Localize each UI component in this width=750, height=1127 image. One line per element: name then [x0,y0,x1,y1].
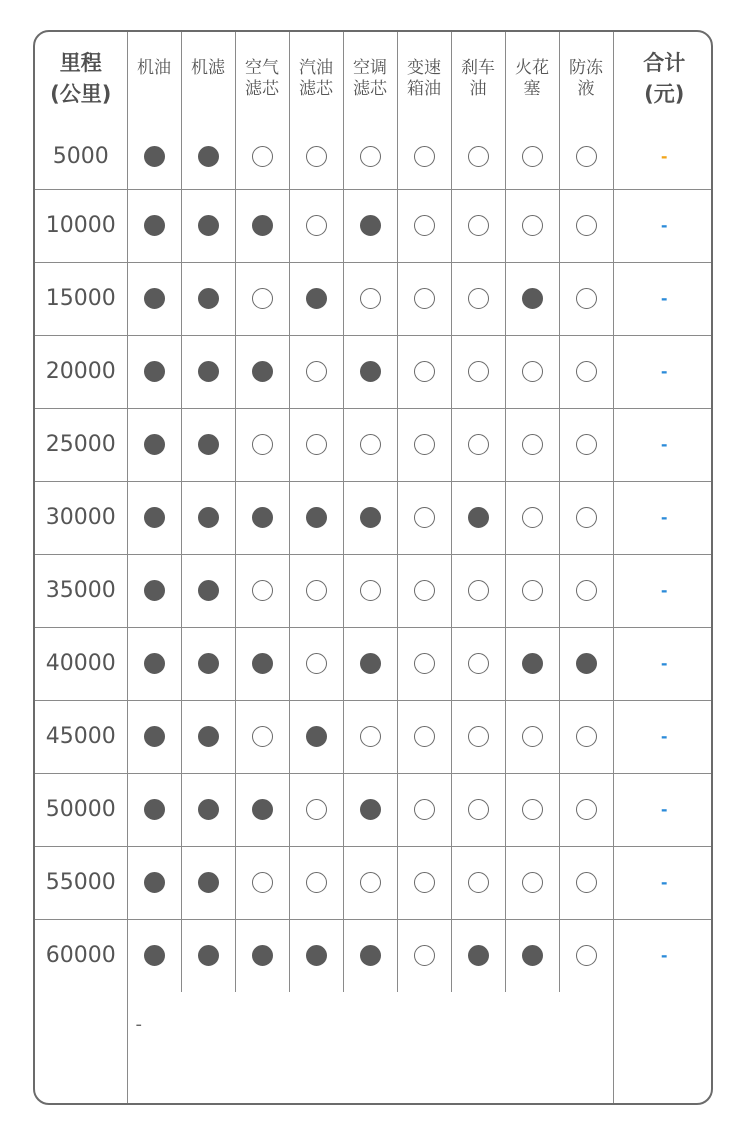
total-cell: - [613,335,713,408]
filled-circle-icon [522,653,543,674]
item-cell [397,554,451,627]
item-cell [505,700,559,773]
filled-circle-icon [144,146,165,167]
maintenance-schedule-table [35,32,713,1105]
schedule-row [35,700,713,773]
empty-circle-icon [522,434,543,455]
item-cell [559,189,613,262]
filled-circle-icon [144,799,165,820]
filled-circle-icon [198,507,219,528]
item-cell [451,335,505,408]
empty-circle-icon [468,726,489,747]
empty-circle-icon [414,653,435,674]
empty-circle-icon [468,434,489,455]
total-cell: - [613,408,713,481]
item-cell [127,335,181,408]
item-cell [235,700,289,773]
filled-circle-icon [144,580,165,601]
empty-circle-icon [360,872,381,893]
filled-circle-icon [252,507,273,528]
item-cell [343,846,397,919]
item-cell [397,335,451,408]
item-cell [181,554,235,627]
empty-circle-icon [252,872,273,893]
header-item-line [182,79,235,100]
empty-circle-icon [414,361,435,382]
header-item-line: 机滤 [191,57,225,78]
header-item-line: 汽油 [299,57,333,78]
header-mileage-line: 里程 [59,50,102,75]
header-item-brake-fluid [451,32,505,125]
filled-circle-icon [144,653,165,674]
item-cell [127,554,181,627]
item-cell [559,773,613,846]
item-cell [235,627,289,700]
header-item-fuel-filter [289,32,343,125]
empty-circle-icon [576,215,597,236]
empty-circle-icon [306,434,327,455]
filled-circle-icon [360,945,381,966]
item-cell [127,773,181,846]
item-cell [559,554,613,627]
item-cell [127,408,181,481]
schedule-row [35,335,713,408]
item-cell [235,408,289,481]
mileage-cell: 20000 [35,335,127,408]
item-cell [343,627,397,700]
empty-circle-icon [468,288,489,309]
item-cell [559,700,613,773]
empty-circle-icon [576,361,597,382]
empty-circle-icon [522,361,543,382]
item-cell [289,846,343,919]
item-cell [289,919,343,992]
item-cell [343,554,397,627]
filled-circle-icon [252,799,273,820]
item-cell [181,919,235,992]
item-cell [235,773,289,846]
empty-circle-icon [306,872,327,893]
schedule-row [35,189,713,262]
filled-circle-icon [144,945,165,966]
item-cell [505,335,559,408]
item-cell [289,189,343,262]
empty-circle-icon [306,215,327,236]
item-cell [181,189,235,262]
filled-circle-icon [198,361,219,382]
empty-circle-icon [468,872,489,893]
header-item-line: 火花 [515,57,549,78]
item-cell [505,773,559,846]
item-cell [505,919,559,992]
item-cell [505,408,559,481]
item-cell [451,919,505,992]
header-item-line: 刹车 [461,57,495,78]
empty-circle-icon [522,580,543,601]
mileage-cell: 35000 [35,554,127,627]
header-item-oil-filter [181,32,235,125]
item-cell [235,919,289,992]
empty-circle-icon [414,288,435,309]
maintenance-schedule-card [33,30,713,1105]
item-cell [559,125,613,189]
empty-circle-icon [522,215,543,236]
empty-circle-icon [306,653,327,674]
item-cell [289,481,343,554]
item-cell [127,481,181,554]
schedule-row [35,846,713,919]
item-cell [505,554,559,627]
empty-circle-icon [522,146,543,167]
total-cell: - [613,846,713,919]
empty-circle-icon [468,580,489,601]
filled-circle-icon [198,653,219,674]
filled-circle-icon [306,726,327,747]
header-item-coolant [559,32,613,125]
item-cell [397,846,451,919]
item-cell [397,700,451,773]
item-cell [181,481,235,554]
header-total-line: 合计 [643,50,686,75]
item-cell [451,700,505,773]
item-cell [181,335,235,408]
item-cell [343,189,397,262]
empty-circle-icon [576,872,597,893]
empty-circle-icon [306,799,327,820]
filled-circle-icon [306,288,327,309]
item-cell [235,554,289,627]
empty-circle-icon [468,146,489,167]
total-cell: - [613,773,713,846]
item-cell [397,919,451,992]
footer-note: - [127,992,613,1105]
schedule-row [35,919,713,992]
empty-circle-icon [414,146,435,167]
item-cell [343,408,397,481]
filled-circle-icon [198,580,219,601]
mileage-cell: 50000 [35,773,127,846]
item-cell [451,846,505,919]
item-cell [559,335,613,408]
schedule-row [35,627,713,700]
header-row [35,32,713,125]
filled-circle-icon [468,945,489,966]
item-cell [235,335,289,408]
empty-circle-icon [252,288,273,309]
header-item-line: 滤芯 [353,78,387,99]
empty-circle-icon [360,288,381,309]
item-cell [505,481,559,554]
empty-circle-icon [252,146,273,167]
empty-circle-icon [414,580,435,601]
item-cell [289,262,343,335]
header-item-air-filter [235,32,289,125]
filled-circle-icon [144,288,165,309]
item-cell [451,481,505,554]
schedule-row [35,554,713,627]
filled-circle-icon [522,945,543,966]
mileage-cell: 30000 [35,481,127,554]
total-cell: - [613,700,713,773]
filled-circle-icon [198,434,219,455]
header-item-ac-filter [343,32,397,125]
item-cell [451,627,505,700]
empty-circle-icon [360,726,381,747]
empty-circle-icon [522,799,543,820]
footer-blank-cell [35,992,127,1105]
item-cell [235,846,289,919]
empty-circle-icon [360,434,381,455]
empty-circle-icon [576,580,597,601]
item-cell [127,125,181,189]
item-cell [289,408,343,481]
filled-circle-icon [468,507,489,528]
schedule-row [35,262,713,335]
header-item-line: 变速 [407,57,441,78]
item-cell [343,773,397,846]
header-item-line: 空调 [353,57,387,78]
item-cell [127,919,181,992]
schedule-row [35,408,713,481]
empty-circle-icon [306,580,327,601]
item-cell [451,554,505,627]
filled-circle-icon [198,799,219,820]
mileage-cell: 15000 [35,262,127,335]
header-total [613,32,713,125]
item-cell [343,125,397,189]
empty-circle-icon [252,434,273,455]
item-cell [559,262,613,335]
filled-circle-icon [198,872,219,893]
empty-circle-icon [360,580,381,601]
item-cell [289,125,343,189]
item-cell [397,627,451,700]
item-cell [505,846,559,919]
item-cell [343,262,397,335]
empty-circle-icon [576,726,597,747]
item-cell [505,189,559,262]
empty-circle-icon [306,361,327,382]
filled-circle-icon [360,507,381,528]
item-cell [505,262,559,335]
filled-circle-icon [360,653,381,674]
filled-circle-icon [252,215,273,236]
mileage-cell: 45000 [35,700,127,773]
filled-circle-icon [198,726,219,747]
item-cell [181,773,235,846]
item-cell [181,262,235,335]
item-cell [559,481,613,554]
empty-circle-icon [414,726,435,747]
empty-circle-icon [468,215,489,236]
item-cell [397,189,451,262]
filled-circle-icon [252,653,273,674]
filled-circle-icon [306,945,327,966]
filled-circle-icon [360,799,381,820]
total-cell: - [613,189,713,262]
item-cell [343,481,397,554]
item-cell [397,125,451,189]
empty-circle-icon [252,726,273,747]
header-item-line: 油 [469,78,487,99]
item-cell [289,700,343,773]
filled-circle-icon [144,726,165,747]
header-mileage [35,32,127,125]
header-item-line: 滤芯 [245,78,279,99]
filled-circle-icon [144,361,165,382]
filled-circle-icon [144,872,165,893]
item-cell [289,335,343,408]
filled-circle-icon [144,434,165,455]
item-cell [235,481,289,554]
empty-circle-icon [360,146,381,167]
mileage-cell: 40000 [35,627,127,700]
empty-circle-icon [414,507,435,528]
filled-circle-icon [252,361,273,382]
header-item-line: 防冻 [569,57,603,78]
filled-circle-icon [360,215,381,236]
header-item-spark-plug [505,32,559,125]
mileage-cell: 5000 [35,125,127,189]
item-cell [451,189,505,262]
item-cell [451,408,505,481]
empty-circle-icon [576,288,597,309]
header-item-line: 滤芯 [299,78,333,99]
total-cell: - [613,125,713,189]
header-item-engine-oil [127,32,181,125]
item-cell [397,481,451,554]
item-cell [181,408,235,481]
schedule-body [35,125,713,992]
header-item-line: 空气 [245,57,279,78]
item-cell [451,262,505,335]
empty-circle-icon [468,653,489,674]
item-cell [505,627,559,700]
footer-row [35,992,713,1105]
item-cell [343,700,397,773]
filled-circle-icon [306,507,327,528]
empty-circle-icon [414,434,435,455]
header-mileage-unit: (公里) [50,81,112,106]
filled-circle-icon [576,653,597,674]
item-cell [397,408,451,481]
empty-circle-icon [306,146,327,167]
empty-circle-icon [576,434,597,455]
item-cell [181,846,235,919]
filled-circle-icon [144,215,165,236]
item-cell [181,700,235,773]
item-cell [127,189,181,262]
empty-circle-icon [522,726,543,747]
item-cell [181,627,235,700]
item-cell [559,919,613,992]
item-cell [127,627,181,700]
filled-circle-icon [198,215,219,236]
schedule-row [35,773,713,846]
item-cell [559,846,613,919]
empty-circle-icon [468,799,489,820]
empty-circle-icon [576,799,597,820]
item-cell [181,125,235,189]
empty-circle-icon [522,507,543,528]
header-item-transmission-oil [397,32,451,125]
item-cell [235,189,289,262]
empty-circle-icon [468,361,489,382]
item-cell [505,125,559,189]
item-cell [289,773,343,846]
item-cell [127,700,181,773]
mileage-cell: 25000 [35,408,127,481]
item-cell [127,846,181,919]
header-total-unit: (元) [644,81,685,106]
item-cell [235,262,289,335]
empty-circle-icon [576,507,597,528]
item-cell [559,408,613,481]
filled-circle-icon [522,288,543,309]
empty-circle-icon [576,945,597,966]
mileage-cell: 60000 [35,919,127,992]
total-cell: - [613,481,713,554]
schedule-row [35,481,713,554]
total-cell: - [613,554,713,627]
item-cell [397,773,451,846]
filled-circle-icon [198,945,219,966]
empty-circle-icon [522,872,543,893]
total-cell: - [613,627,713,700]
empty-circle-icon [576,146,597,167]
schedule-row [35,125,713,189]
item-cell [397,262,451,335]
total-cell: - [613,919,713,992]
item-cell [559,627,613,700]
filled-circle-icon [198,288,219,309]
header-item-line: 塞 [523,78,541,99]
total-cell: - [613,262,713,335]
item-cell [343,919,397,992]
empty-circle-icon [414,945,435,966]
mileage-cell: 55000 [35,846,127,919]
header-item-line: 箱油 [407,78,441,99]
item-cell [343,335,397,408]
filled-circle-icon [252,945,273,966]
footer-total-cell [613,992,713,1105]
empty-circle-icon [414,215,435,236]
filled-circle-icon [360,361,381,382]
empty-circle-icon [414,799,435,820]
header-item-line: 机油 [137,57,171,78]
item-cell [289,627,343,700]
filled-circle-icon [198,146,219,167]
empty-circle-icon [414,872,435,893]
header-item-line [128,79,181,100]
item-cell [451,773,505,846]
item-cell [127,262,181,335]
item-cell [235,125,289,189]
item-cell [451,125,505,189]
item-cell [289,554,343,627]
header-item-line: 液 [577,78,595,99]
mileage-cell: 10000 [35,189,127,262]
empty-circle-icon [252,580,273,601]
filled-circle-icon [144,507,165,528]
